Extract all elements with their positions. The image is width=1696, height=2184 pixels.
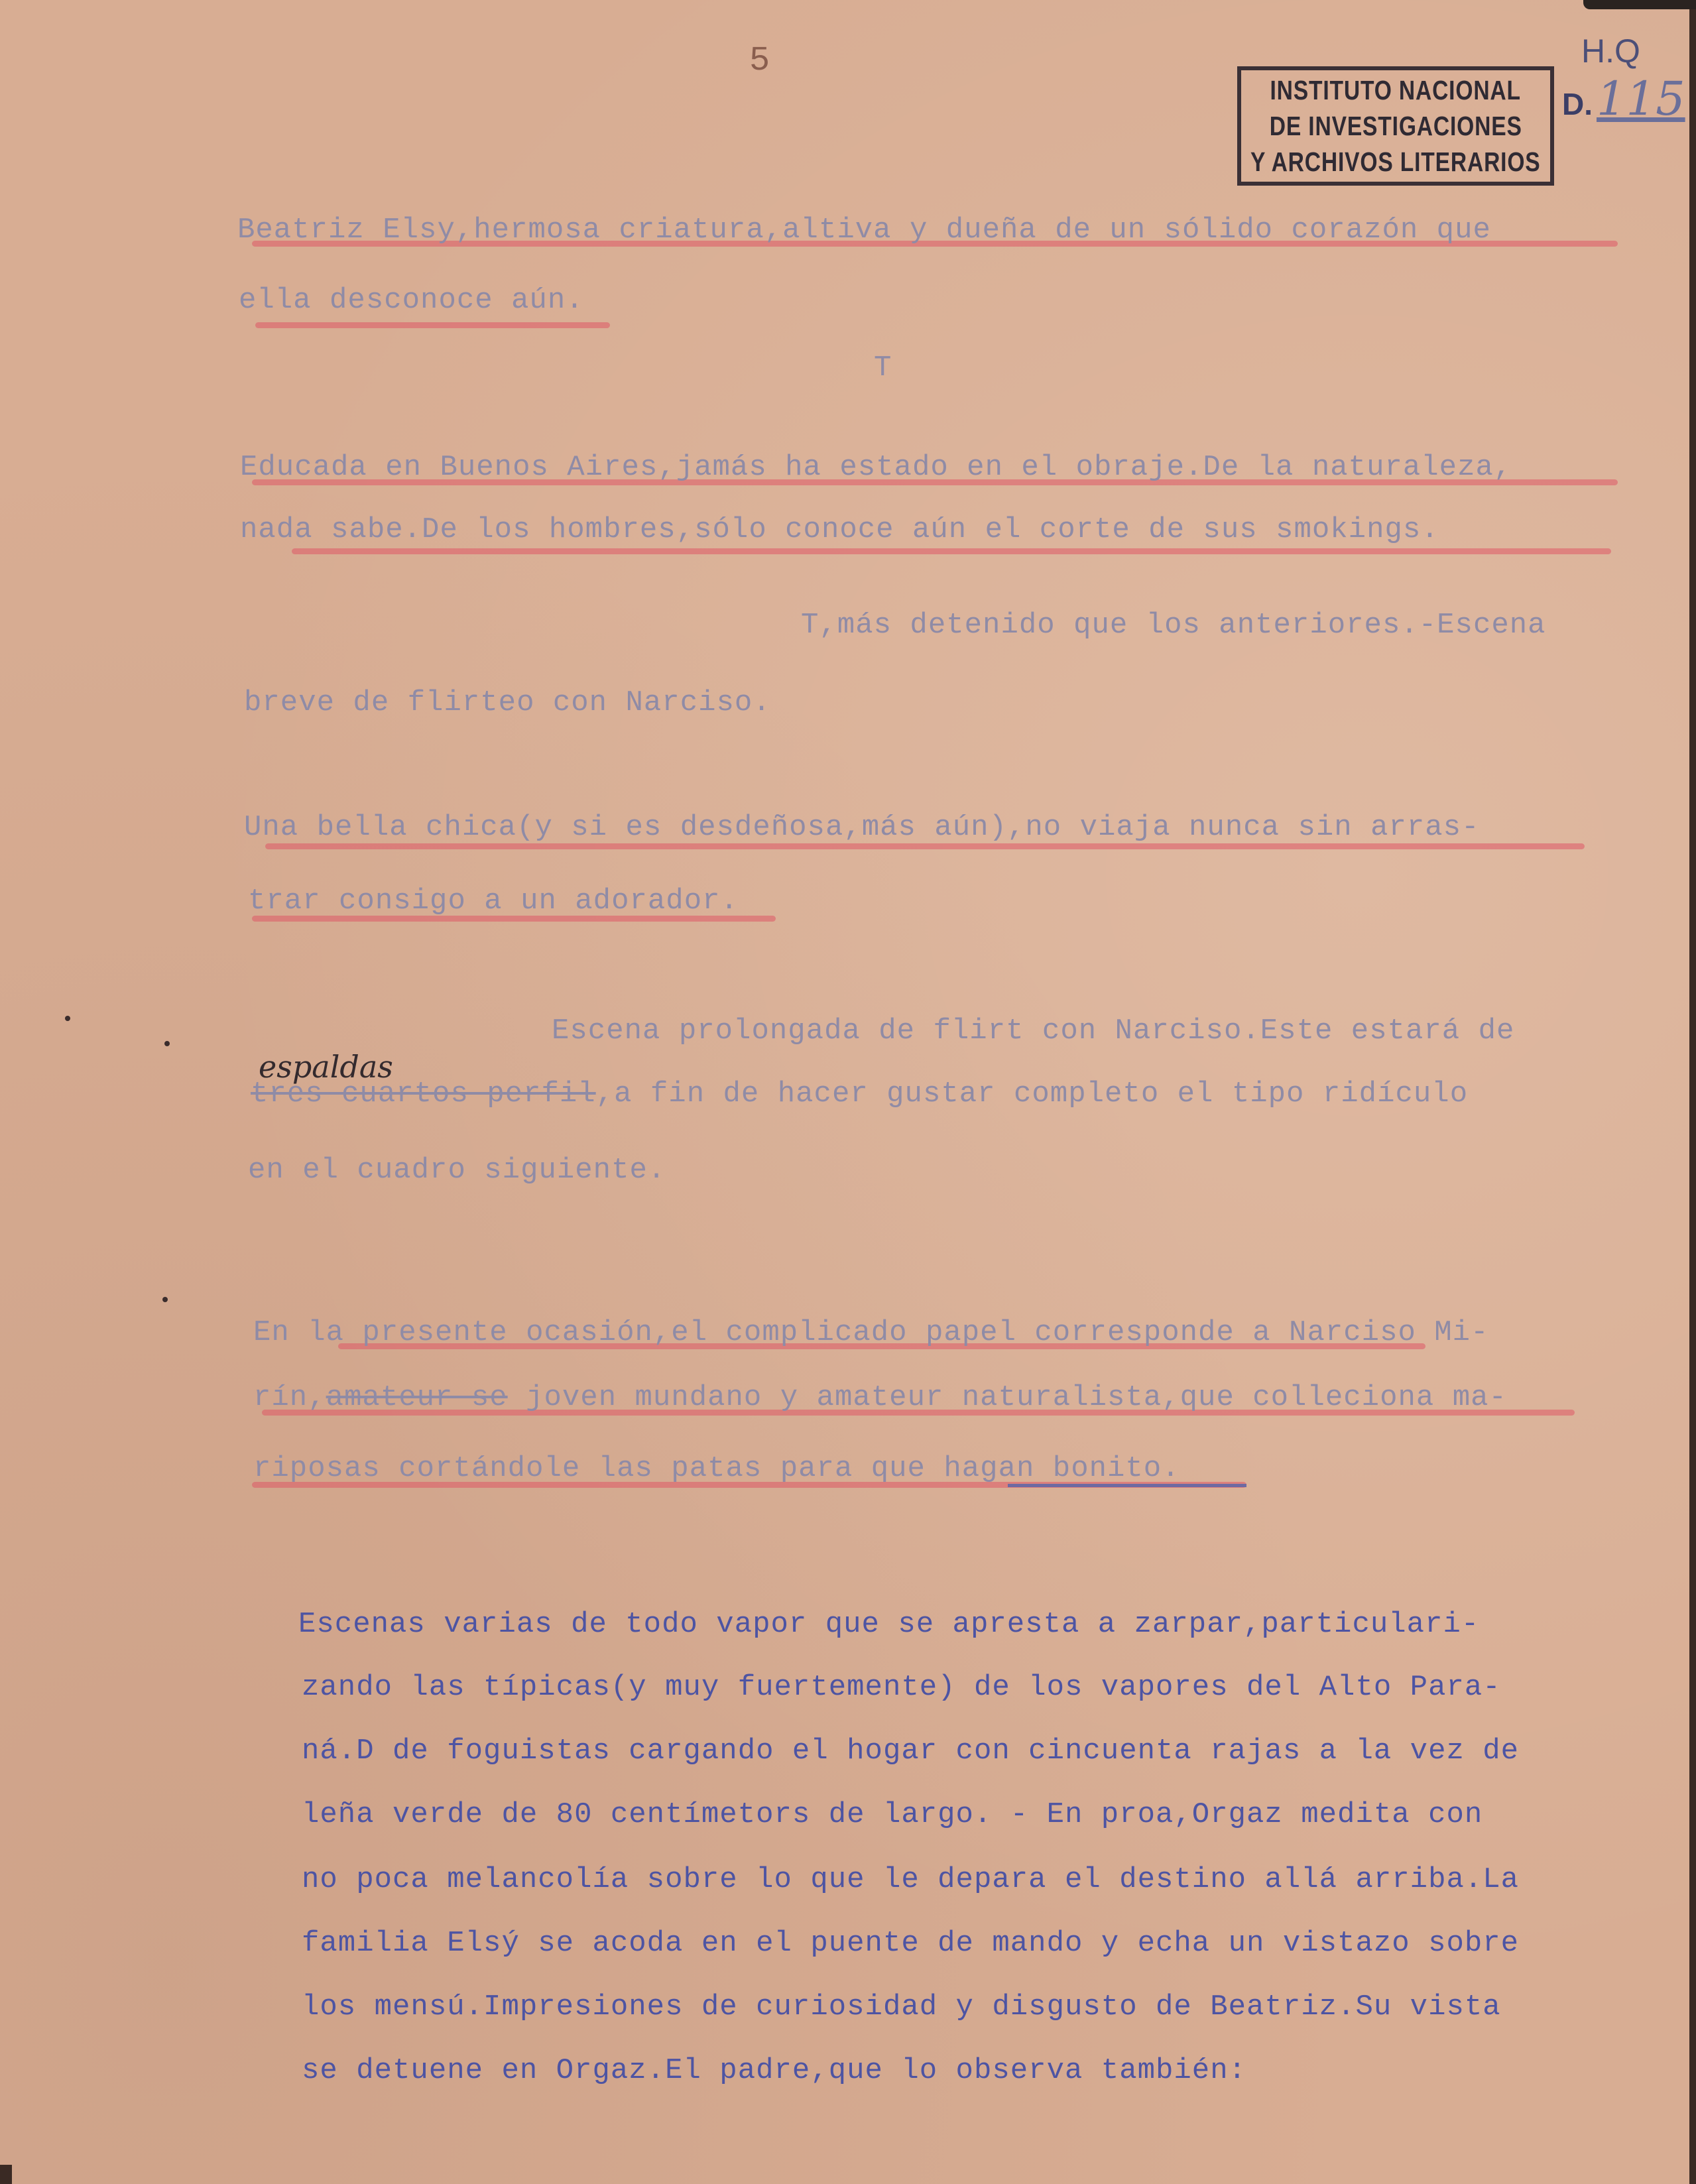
text-line-13-start: rín, (253, 1381, 326, 1414)
archive-code-d: D. (1562, 87, 1593, 121)
handwritten-insertion: espaldas (259, 1049, 393, 1085)
text-line-14: riposas cortándole las patas para que hagan bonito. (253, 1452, 1180, 1485)
text-line-8: trar consigo a un adorador. (248, 884, 739, 918)
section-mark-t: T (874, 351, 892, 385)
text-line-6: breve de flirteo con Narciso. (244, 686, 771, 719)
text-line-9: Escena prolongada de flirt con Narciso.Este estará de (552, 1014, 1515, 1048)
text-line-16: zando las típicas(y muy fuertemente) de los vapores del Alto Para- (302, 1671, 1501, 1704)
red-pencil-highlight (265, 843, 1585, 849)
text-line-1: Beatriz Elsy,hermosa criatura,altiva y dueña de un sólido corazón que (237, 213, 1491, 247)
text-line-5: T,más detenido que los anteriores.-Escena (801, 609, 1546, 642)
text-line-15: Escenas varias de todo vapor que se apresta a zarpar,particulari- (298, 1608, 1480, 1641)
text-line-3: Educada en Buenos Aires,jamás ha estado en el obraje.De la naturaleza, (240, 451, 1512, 484)
archive-code-hq: H.Q (1581, 32, 1640, 70)
text-line-20: familia Elsý se acoda en el puente de mando y echa un vistazo sobre (302, 1927, 1520, 1960)
stamp-line-3: Y ARCHIVOS LITERARIOS (1250, 147, 1541, 177)
stamp-line-2: DE INVESTIGACIONES (1269, 111, 1522, 141)
struck-text: amateur se (326, 1381, 508, 1414)
paper-speck (65, 1016, 70, 1021)
red-pencil-highlight (292, 548, 1611, 554)
page-corner-shadow (1583, 0, 1696, 9)
page-number: 5 (749, 41, 770, 80)
text-line-10-rest: ,a fin de hacer gustar completo el tipo ridículo (595, 1077, 1469, 1111)
text-line-12: En la presente ocasión,el complicado papel corresponde a Narciso Mi- (253, 1316, 1489, 1349)
text-line-4: nada sabe.De los hombres,sólo conoce aún el corte de sus smokings. (240, 513, 1439, 546)
text-line-2: ella desconoce aún. (239, 284, 584, 317)
text-line-22: se detuene en Orgaz.El padre,que lo observa también: (302, 2054, 1247, 2087)
paper-speck (164, 1041, 170, 1046)
struck-text: tres cuartos perfil (251, 1077, 596, 1111)
text-line-10 (251, 1077, 1468, 1111)
stamp-line-1: INSTITUTO NACIONAL (1270, 75, 1522, 105)
red-pencil-highlight (255, 322, 610, 328)
archive-stamp (1237, 66, 1554, 186)
page-edge-shadow-bottom (0, 2165, 12, 2184)
archive-folio-number: 115 (1597, 72, 1685, 126)
paper-speck (162, 1297, 168, 1302)
text-line-11: en el cuadro siguiente. (248, 1154, 666, 1187)
text-line-13-rest: joven mundano y amateur naturalista,que colleciona ma- (507, 1381, 1507, 1414)
text-line-21: los mensú.Impresiones de curiosidad y disgusto de Beatriz.Su vista (302, 1990, 1501, 2024)
text-line-13 (253, 1381, 1507, 1414)
page-edge-shadow (1689, 0, 1696, 2184)
text-line-19: no poca melancolía sobre lo que le depara el destino allá arriba.La (302, 1863, 1520, 1896)
text-line-17: ná.D de foguistas cargando el hogar con cincuenta rajas a la vez de (302, 1734, 1520, 1768)
text-line-18: leña verde de 80 centímetors de largo. - En proa,Orgaz medita con (302, 1798, 1483, 1831)
text-line-7: Una bella chica(y si es desdeñosa,más aún),no viaja nunca sin arras- (244, 811, 1480, 844)
